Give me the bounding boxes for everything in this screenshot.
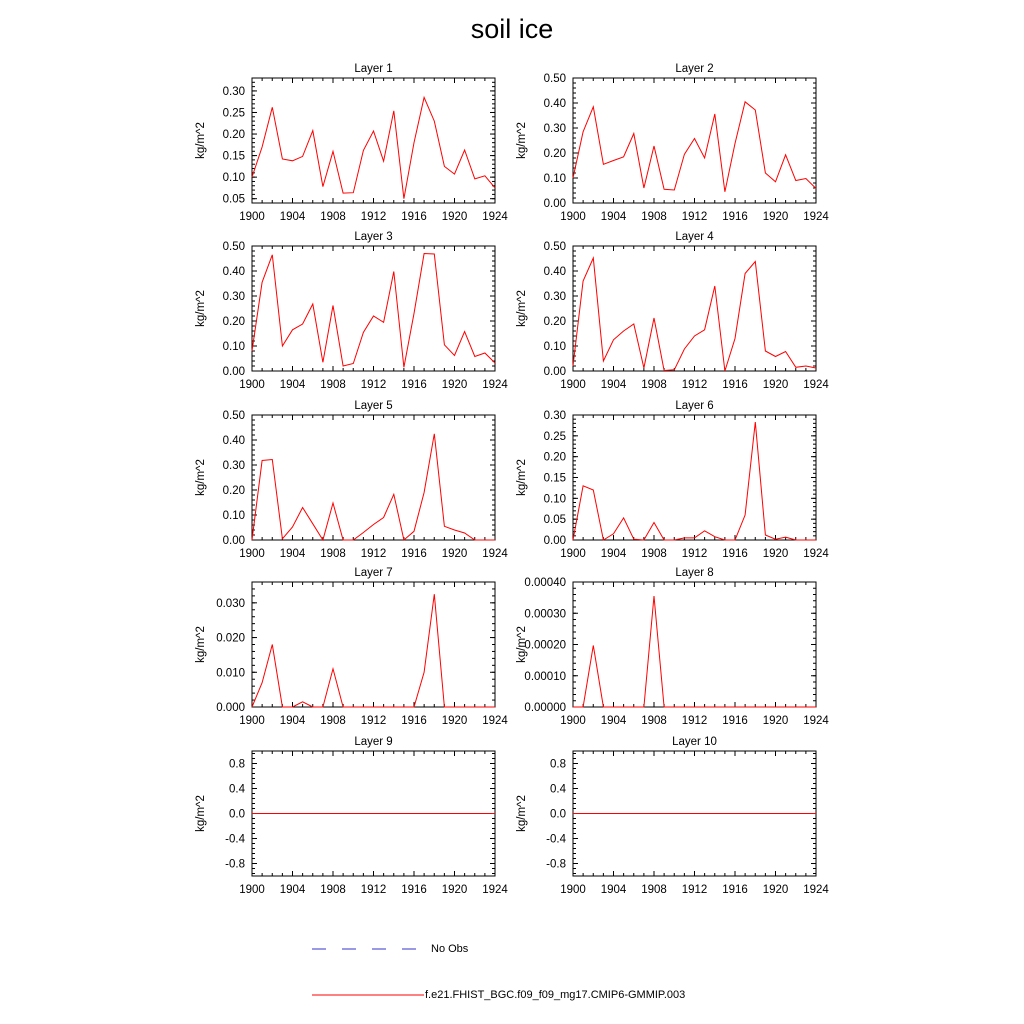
layer-5-ytick-label: 0.20 bbox=[222, 485, 245, 497]
layer-1-xtick-label: 1900 bbox=[239, 211, 265, 223]
layer-10-ytick-label: -0.8 bbox=[546, 858, 566, 871]
layer-2-ylabel: kg/m^2 bbox=[516, 122, 528, 159]
layer-1-ytick-label: 0.25 bbox=[222, 107, 245, 120]
layer-10-xtick-label: 1916 bbox=[722, 884, 748, 896]
layer-9-xtick-label: 1900 bbox=[239, 884, 265, 896]
layer-4-xtick-label: 1920 bbox=[762, 379, 789, 391]
layer-8-xtick-label: 1908 bbox=[641, 715, 667, 727]
layer-3-ytick-label: 0.10 bbox=[222, 341, 245, 353]
layer-6-xtick-label: 1924 bbox=[803, 548, 829, 560]
layer-7-ytick-label: 0.030 bbox=[216, 597, 245, 610]
layer-1-panel bbox=[195, 63, 508, 223]
layer-2-xtick-label: 1916 bbox=[722, 211, 748, 223]
layer-5-xtick-label: 1900 bbox=[239, 548, 265, 560]
layer-2-panel bbox=[516, 63, 829, 223]
layer-4-ytick-label: 0.10 bbox=[543, 341, 566, 353]
layer-4-frame bbox=[573, 246, 816, 371]
layer-2-series-line bbox=[573, 102, 816, 192]
layer-2-xtick-label: 1920 bbox=[762, 211, 789, 223]
layer-8-xtick-label: 1900 bbox=[560, 715, 586, 727]
layer-6-xtick-label: 1920 bbox=[762, 548, 789, 560]
layer-3-ytick-label: 0.00 bbox=[222, 366, 245, 378]
layer-2-xtick-label: 1924 bbox=[803, 211, 829, 223]
layer-5-frame bbox=[252, 415, 495, 540]
layer-1-xtick-label: 1908 bbox=[320, 211, 346, 223]
layer-9-ylabel: kg/m^2 bbox=[195, 795, 207, 832]
layer-4-panel bbox=[516, 231, 829, 391]
layer-9-ytick-label: 0.8 bbox=[229, 758, 245, 771]
layer-7-frame bbox=[252, 582, 495, 707]
layer-5-xtick-label: 1912 bbox=[360, 548, 387, 560]
layer-2-frame bbox=[573, 78, 816, 203]
layer-2-ytick-label: 0.00 bbox=[543, 198, 566, 210]
layer-3-xtick-label: 1924 bbox=[482, 379, 508, 391]
layer-7-panel bbox=[195, 567, 508, 727]
layer-8-xtick-label: 1920 bbox=[762, 715, 789, 727]
legend-label-no-obs: No Obs bbox=[431, 943, 469, 955]
layer-6-xtick-label: 1912 bbox=[681, 548, 708, 560]
layer-10-ylabel: kg/m^2 bbox=[516, 795, 528, 832]
layer-3-xtick-label: 1900 bbox=[239, 379, 265, 391]
layer-1-xtick-label: 1924 bbox=[482, 211, 508, 223]
layer-6-panel bbox=[516, 400, 829, 560]
layer-6-ytick-label: 0.05 bbox=[543, 514, 566, 527]
layer-3-frame bbox=[252, 246, 495, 371]
layer-7-xtick-label: 1912 bbox=[360, 715, 387, 727]
layer-3-ytick-label: 0.20 bbox=[222, 316, 245, 328]
layer-10-title: Layer 10 bbox=[672, 736, 717, 748]
layer-9-xtick-label: 1904 bbox=[279, 884, 306, 896]
layer-8-ylabel: kg/m^2 bbox=[516, 626, 528, 663]
layer-7-ytick-label: 0.020 bbox=[216, 632, 245, 645]
layer-2-title: Layer 2 bbox=[675, 63, 714, 75]
layer-10-ytick-label: 0.8 bbox=[550, 758, 566, 771]
layer-3-xtick-label: 1908 bbox=[320, 379, 346, 391]
layer-9-ytick-label: -0.8 bbox=[225, 858, 245, 871]
layer-5-xtick-label: 1916 bbox=[401, 548, 427, 560]
layer-8-xtick-label: 1912 bbox=[681, 715, 708, 727]
layer-3-xtick-label: 1904 bbox=[279, 379, 306, 391]
layer-8-ytick-label: 0.00040 bbox=[524, 577, 566, 589]
layer-7-title: Layer 7 bbox=[354, 567, 393, 579]
layer-10-xtick-label: 1912 bbox=[681, 884, 708, 896]
layer-1-series-line bbox=[252, 97, 495, 198]
layer-5-ytick-label: 0.50 bbox=[222, 410, 245, 422]
layer-3-ytick-label: 0.50 bbox=[222, 241, 245, 253]
layer-10-ytick-label: 0.0 bbox=[550, 808, 566, 821]
layer-7-xtick-label: 1924 bbox=[482, 715, 508, 727]
layer-1-title: Layer 1 bbox=[354, 63, 393, 75]
layer-1-ytick-label: 0.30 bbox=[222, 85, 245, 98]
layer-3-xtick-label: 1912 bbox=[360, 379, 387, 391]
layer-2-ytick-label: 0.20 bbox=[543, 148, 566, 160]
layer-10-xtick-label: 1920 bbox=[762, 884, 789, 896]
legend-solid-swatch bbox=[312, 992, 432, 998]
layer-8-ytick-label: 0.00030 bbox=[524, 608, 566, 621]
layer-10-ytick-label: -0.4 bbox=[546, 833, 566, 846]
layer-5-xtick-label: 1920 bbox=[441, 548, 468, 560]
layer-8-xtick-label: 1904 bbox=[600, 715, 627, 727]
layer-9-xtick-label: 1916 bbox=[401, 884, 427, 896]
layer-10-xtick-label: 1904 bbox=[600, 884, 627, 896]
layer-3-series-line bbox=[252, 254, 495, 368]
layer-2-ytick-label: 0.10 bbox=[543, 173, 566, 185]
layer-10-xtick-label: 1908 bbox=[641, 884, 667, 896]
layer-8-ytick-label: 0.00000 bbox=[524, 702, 566, 714]
layer-1-xtick-label: 1912 bbox=[360, 211, 387, 223]
layer-1-ytick-label: 0.20 bbox=[222, 129, 245, 142]
layer-7-xtick-label: 1908 bbox=[320, 715, 346, 727]
layer-8-frame bbox=[573, 582, 816, 707]
layer-9-xtick-label: 1920 bbox=[441, 884, 468, 896]
layer-6-ylabel: kg/m^2 bbox=[516, 459, 528, 496]
layer-1-xtick-label: 1904 bbox=[279, 211, 306, 223]
layer-8-ytick-label: 0.00010 bbox=[524, 670, 566, 683]
layer-4-ylabel: kg/m^2 bbox=[516, 290, 528, 327]
layer-6-ytick-label: 0.20 bbox=[543, 451, 566, 464]
layer-4-xtick-label: 1900 bbox=[560, 379, 586, 391]
layer-5-panel bbox=[195, 400, 508, 560]
layer-9-xtick-label: 1924 bbox=[482, 884, 508, 896]
layer-6-ytick-label: 0.25 bbox=[543, 430, 566, 443]
layer-9-panel bbox=[195, 736, 508, 896]
layer-3-panel bbox=[195, 231, 508, 391]
layer-6-title: Layer 6 bbox=[675, 400, 714, 412]
layer-9-ytick-label: 0.0 bbox=[229, 808, 245, 821]
layer-1-ytick-label: 0.05 bbox=[222, 193, 245, 206]
layer-5-ytick-label: 0.00 bbox=[222, 535, 245, 547]
layer-5-ytick-label: 0.30 bbox=[222, 460, 245, 472]
layer-1-ytick-label: 0.15 bbox=[222, 150, 245, 163]
layer-4-ytick-label: 0.50 bbox=[543, 241, 566, 253]
layer-4-ytick-label: 0.20 bbox=[543, 316, 566, 328]
layer-9-xtick-label: 1912 bbox=[360, 884, 387, 896]
layer-4-ytick-label: 0.00 bbox=[543, 366, 566, 378]
layer-6-ytick-label: 0.10 bbox=[543, 493, 566, 506]
layer-6-xtick-label: 1916 bbox=[722, 548, 748, 560]
layer-2-xtick-label: 1912 bbox=[681, 211, 708, 223]
layer-3-ytick-label: 0.30 bbox=[222, 291, 245, 303]
layer-6-xtick-label: 1908 bbox=[641, 548, 667, 560]
layer-4-xtick-label: 1908 bbox=[641, 379, 667, 391]
layer-1-xtick-label: 1920 bbox=[441, 211, 468, 223]
layer-2-ytick-label: 0.40 bbox=[543, 98, 566, 110]
layer-4-xtick-label: 1912 bbox=[681, 379, 708, 391]
layer-4-ytick-label: 0.30 bbox=[543, 291, 566, 303]
layer-4-series-line bbox=[573, 258, 816, 371]
layer-7-xtick-label: 1920 bbox=[441, 715, 468, 727]
layer-4-xtick-label: 1916 bbox=[722, 379, 748, 391]
legend-dashed-swatch bbox=[312, 946, 432, 952]
layer-9-title: Layer 9 bbox=[354, 736, 393, 748]
layer-3-xtick-label: 1920 bbox=[441, 379, 468, 391]
layer-3-xtick-label: 1916 bbox=[401, 379, 427, 391]
layer-9-ytick-label: 0.4 bbox=[229, 783, 245, 796]
legend-label-model: f.e21.FHIST_BGC.f09_f09_mg17.CMIP6-GMMIP.003 bbox=[425, 989, 686, 1001]
layer-5-xtick-label: 1924 bbox=[482, 548, 508, 560]
layer-8-panel bbox=[516, 567, 829, 727]
layer-2-ytick-label: 0.30 bbox=[543, 123, 566, 135]
layer-8-series-line bbox=[573, 596, 816, 707]
layer-1-frame bbox=[252, 78, 495, 203]
layer-7-ytick-label: 0.010 bbox=[216, 667, 245, 680]
layer-1-ytick-label: 0.10 bbox=[222, 172, 245, 185]
layer-4-xtick-label: 1924 bbox=[803, 379, 829, 391]
layer-7-xtick-label: 1900 bbox=[239, 715, 265, 727]
layer-6-xtick-label: 1904 bbox=[600, 548, 627, 560]
layer-7-series-line bbox=[252, 594, 495, 707]
layer-7-ytick-label: 0.000 bbox=[216, 702, 245, 714]
layer-3-ylabel: kg/m^2 bbox=[195, 290, 207, 327]
layer-6-xtick-label: 1900 bbox=[560, 548, 586, 560]
layer-2-xtick-label: 1908 bbox=[641, 211, 667, 223]
layer-5-ytick-label: 0.10 bbox=[222, 510, 245, 522]
layer-10-xtick-label: 1924 bbox=[803, 884, 829, 896]
layer-8-title: Layer 8 bbox=[675, 567, 714, 579]
layer-9-xtick-label: 1908 bbox=[320, 884, 346, 896]
layer-4-title: Layer 4 bbox=[675, 231, 714, 243]
layer-10-ytick-label: 0.4 bbox=[550, 783, 566, 796]
layer-7-xtick-label: 1904 bbox=[279, 715, 306, 727]
layer-8-xtick-label: 1916 bbox=[722, 715, 748, 727]
layer-10-panel bbox=[516, 736, 829, 896]
layer-6-frame bbox=[573, 415, 816, 540]
layer-6-series-line bbox=[573, 422, 816, 540]
layer-5-title: Layer 5 bbox=[354, 400, 393, 412]
layer-6-ytick-label: 0.00 bbox=[543, 535, 566, 547]
figure-title: soil ice bbox=[470, 14, 554, 44]
layer-5-ytick-label: 0.40 bbox=[222, 435, 245, 447]
layer-4-xtick-label: 1904 bbox=[600, 379, 627, 391]
layer-9-ytick-label: -0.4 bbox=[225, 833, 245, 846]
layer-1-xtick-label: 1916 bbox=[401, 211, 427, 223]
layer-7-ylabel: kg/m^2 bbox=[195, 626, 207, 663]
layer-6-ytick-label: 0.30 bbox=[543, 410, 566, 422]
layer-7-xtick-label: 1916 bbox=[401, 715, 427, 727]
layer-8-xtick-label: 1924 bbox=[803, 715, 829, 727]
layer-2-xtick-label: 1904 bbox=[600, 211, 627, 223]
layer-3-title: Layer 3 bbox=[354, 231, 393, 243]
layer-5-xtick-label: 1904 bbox=[279, 548, 306, 560]
layer-2-ytick-label: 0.50 bbox=[543, 73, 566, 85]
layer-5-xtick-label: 1908 bbox=[320, 548, 346, 560]
layer-3-ytick-label: 0.40 bbox=[222, 266, 245, 278]
layer-10-xtick-label: 1900 bbox=[560, 884, 586, 896]
layer-2-xtick-label: 1900 bbox=[560, 211, 586, 223]
layer-8-ytick-label: 0.00020 bbox=[524, 639, 566, 652]
layer-5-ylabel: kg/m^2 bbox=[195, 459, 207, 496]
layer-4-ytick-label: 0.40 bbox=[543, 266, 566, 278]
layer-1-ylabel: kg/m^2 bbox=[195, 122, 207, 159]
layer-5-series-line bbox=[252, 434, 495, 540]
layer-6-ytick-label: 0.15 bbox=[543, 472, 566, 485]
